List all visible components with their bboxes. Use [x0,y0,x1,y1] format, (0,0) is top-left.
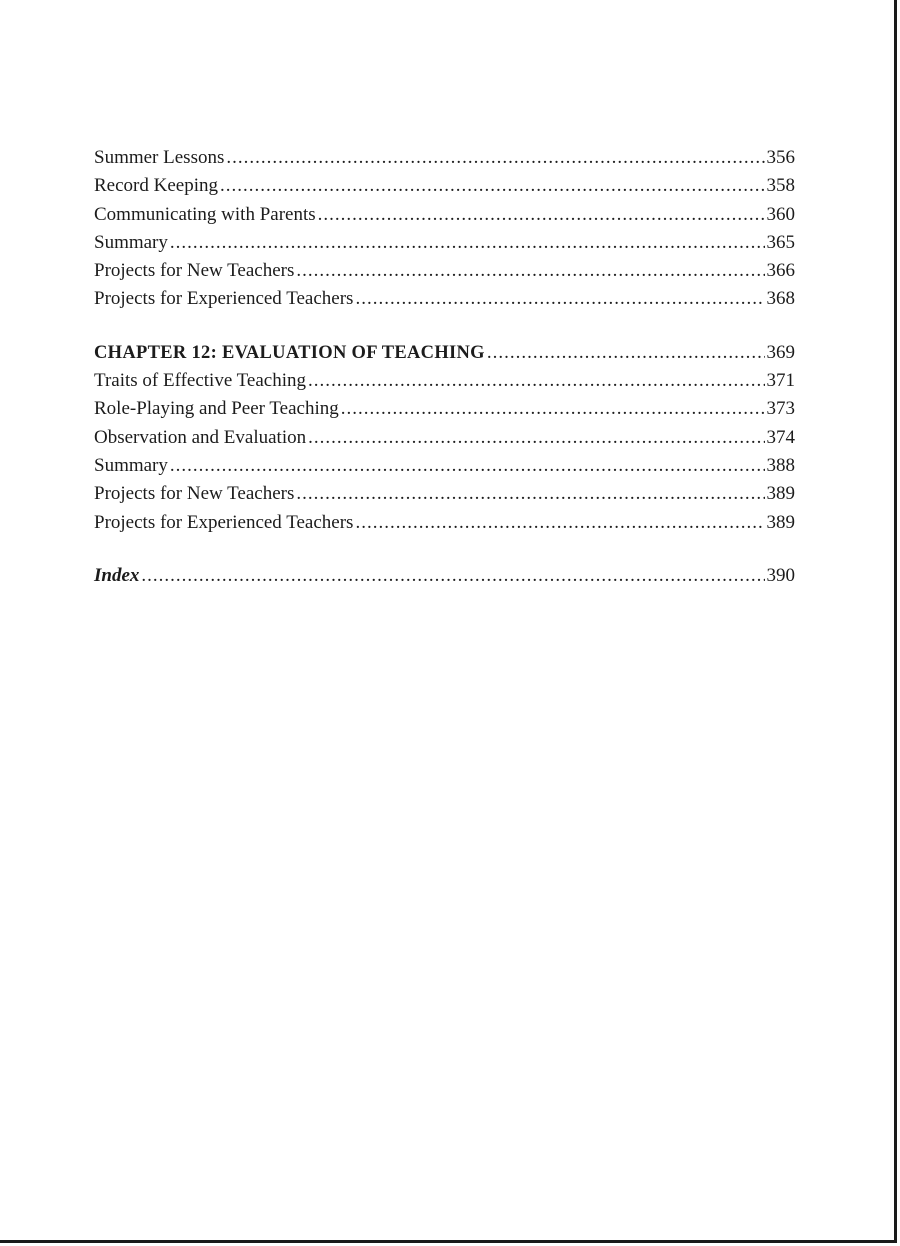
dot-leader [141,562,764,590]
toc-entry [94,424,795,452]
toc-entry [94,285,795,313]
toc-entry-page: 389 [766,511,795,533]
toc-entry [94,395,795,423]
toc-entry [94,367,795,395]
dot-leader [355,509,764,537]
toc-entry [94,480,795,508]
toc-entry-title: Summer Lessons [94,147,225,168]
toc-entry-page: 368 [766,288,795,310]
toc-entry-title: Traits of Effective Teaching [94,370,307,392]
chapter-page: 369 [766,341,795,363]
toc-entry [94,229,795,257]
toc-entry [94,201,795,229]
dot-leader [170,452,765,480]
toc-entry-page: 358 [766,175,795,197]
toc-entry-title: Communicating with Parents [94,203,316,225]
toc-entry [94,172,795,200]
toc-entry-page: 356 [766,147,795,168]
toc-entry-page: 365 [766,231,795,253]
toc-entry-title: Summary [94,231,168,253]
toc-entry-page: 389 [766,483,795,505]
toc-entry [94,452,795,480]
index-title: Index [94,564,140,586]
toc-entry [94,144,795,172]
dot-leader [296,480,764,508]
dot-leader [220,172,765,200]
toc-entry-title: Projects for New Teachers [94,483,295,505]
toc-entry-title: Projects for Experienced Teachers [94,288,354,310]
toc-entry [94,257,795,285]
toc-entry-title: Record Keeping [94,175,218,197]
toc-entry-index [94,562,795,590]
dot-leader [308,424,764,452]
toc-entry-title: Projects for Experienced Teachers [94,511,354,533]
toc-entry-page: 360 [766,203,795,225]
toc-section-chapter-12 [94,339,795,537]
dot-leader [341,395,765,423]
dot-leader [487,339,765,367]
toc-entry-page: 373 [766,398,795,420]
dot-leader [318,201,765,229]
chapter-title: CHAPTER 12: EVALUATION OF TEACHING [94,342,485,363]
toc-entry [94,509,795,537]
dot-leader [308,367,764,395]
toc-entry-title: Role-Playing and Peer Teaching [94,398,339,420]
toc-entry-page: 388 [766,454,795,476]
toc-entry-title: Observation and Evaluation [94,426,307,448]
dot-leader [170,229,765,257]
toc-section-chapter-11-continued [94,144,795,314]
toc-section-index [94,562,795,590]
dot-leader [296,257,764,285]
table-of-contents [94,144,795,590]
toc-entry-page: 374 [766,426,795,448]
toc-entry-page: 371 [766,370,795,392]
index-page: 390 [766,564,795,586]
toc-chapter-heading [94,339,795,367]
toc-entry-title: Summary [94,454,168,476]
toc-entry-page: 366 [766,260,795,282]
toc-entry-title: Projects for New Teachers [94,260,295,282]
dot-leader [226,144,764,172]
dot-leader [355,285,764,313]
